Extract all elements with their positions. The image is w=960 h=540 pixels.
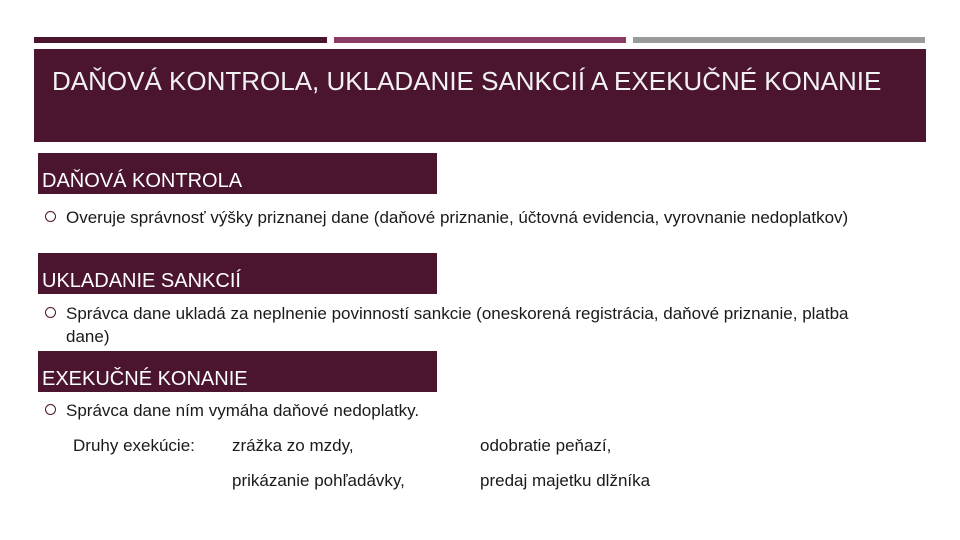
- top-accent-bar-medium: [334, 37, 626, 43]
- execution-type-item: predaj majetku dlžníka: [480, 471, 651, 490]
- bullet-text: Správca dane ním vymáha daňové nedoplatky.: [66, 401, 420, 420]
- top-accent-bar-dark: [34, 37, 327, 43]
- execution-type-item: prikázanie pohľadávky,: [232, 471, 405, 490]
- section-heading: EXEKUČNÉ KONANIE: [42, 368, 248, 390]
- section-heading-box: [38, 351, 437, 392]
- bullet-text: Správca dane ukladá za neplnenie povinností sankcie (oneskorená registrácia, daňové priznanie, platba dane): [66, 304, 849, 346]
- section-heading-box: [38, 253, 437, 294]
- top-accent-bar-gray: [633, 37, 925, 43]
- page-title: DAŇOVÁ KONTROLA, UKLADANIE SANKCIÍ A EXEKUČNÉ KONANIE: [52, 66, 882, 96]
- execution-types-label: Druhy exekúcie:: [73, 436, 195, 455]
- circle-bullet-icon: [45, 211, 56, 222]
- section-heading: DAŇOVÁ KONTROLA: [42, 170, 243, 192]
- circle-bullet-icon: [45, 404, 56, 415]
- execution-type-item: odobratie peňazí,: [480, 436, 612, 455]
- circle-bullet-icon: [45, 307, 56, 318]
- title-banner: [34, 49, 926, 142]
- execution-type-item: zrážka zo mzdy,: [232, 436, 354, 455]
- bullet-text: Overuje správnosť výšky priznanej dane (daňové priznanie, účtovná evidencia, vyrovnanie nedoplatkov): [66, 208, 849, 227]
- section-heading-box: [38, 153, 437, 194]
- section-heading: UKLADANIE SANKCIÍ: [42, 270, 241, 292]
